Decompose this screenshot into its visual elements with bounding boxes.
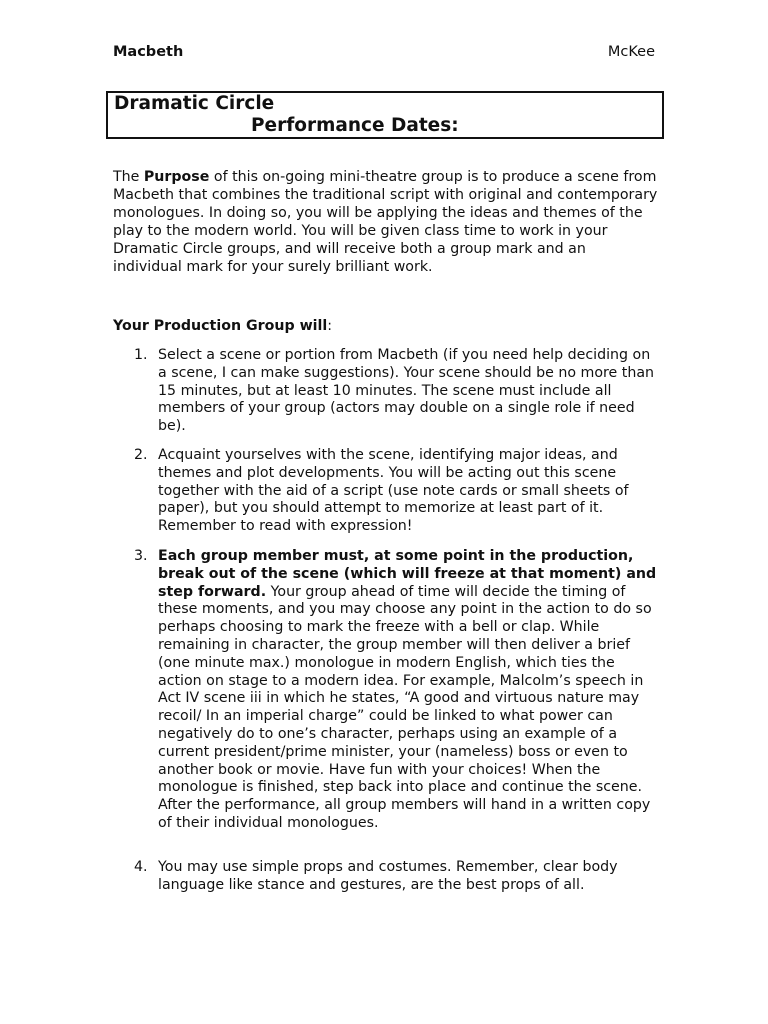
list-item-text-wrapper bbox=[158, 447, 658, 536]
purpose-keyword: Purpose bbox=[143, 169, 210, 185]
teacher-name: McKee bbox=[607, 44, 655, 60]
list-item bbox=[113, 347, 658, 436]
list-item-text-wrapper bbox=[158, 859, 658, 895]
list-item-text: Select a scene or portion from Macbeth (if you need help deciding on a scene, I can make suggestions). Your scene should be no more than 15 minutes, but at least 10 minutes. The scene must include all members of your group (actors may double on a single role if need be). bbox=[158, 347, 655, 435]
section-heading bbox=[113, 317, 332, 335]
list-item-text: You may use simple props and costumes. Remember, clear body language like stance and gestures, are the best props of all. bbox=[158, 859, 618, 893]
list-item-number: 3. bbox=[134, 548, 148, 564]
list-item bbox=[113, 447, 658, 536]
list-item bbox=[113, 548, 658, 833]
purpose-intro: The bbox=[113, 169, 144, 185]
list-item-bold: Each group member must, at some point in the production, break out of the scene (which will freeze at that moment) and step forward. bbox=[158, 548, 657, 600]
list-item-number: 2. bbox=[134, 447, 148, 463]
title-box bbox=[106, 91, 664, 139]
list-item-text-wrapper bbox=[158, 347, 658, 436]
list-item-text-wrapper bbox=[158, 548, 658, 833]
course-title: Macbeth bbox=[113, 44, 184, 60]
performance-dates-label: Performance Dates: bbox=[251, 115, 459, 136]
section-heading-bold: Your Production Group will bbox=[113, 318, 328, 334]
section-heading-suffix: : bbox=[327, 318, 333, 334]
document-title: Dramatic Circle bbox=[114, 93, 275, 114]
list-item-number: 4. bbox=[134, 859, 148, 875]
list-item-number: 1. bbox=[134, 347, 148, 363]
purpose-body: of this on-going mini-theatre group is to produce a scene from Macbeth that combines the traditional script with original and contemporary monologues. In doing so, you will be applying the ideas and themes of the play to the modern world. You will be given class time to work in your Dramatic Circle groups, and will receive both a group mark and an individual mark for your surely brilliant work. bbox=[113, 169, 658, 275]
list-item bbox=[113, 859, 658, 895]
purpose-paragraph bbox=[113, 168, 658, 276]
list-item-text: Your group ahead of time will decide the timing of these moments, and you may choose any point in the action to do so perhaps choosing to mark the freeze with a bell or clap. While remaining in character, the group member will then deliver a brief (one minute max.) monologue in modern English, which ties the action on stage to a modern idea. For example, Malcolm’s speech in Act IV scene iii in which he states, “A good and virtuous nature may recoil/ In an imperial charge” could be linked to what power can negatively do to one’s character, perhaps using an example of a current president/prime minister, your (nameless) boss or even to another book or movie. Have fun with your choices! When the monologue is finished, step back into place and continue the scene. After the performance, all group members will hand in a written copy of their individual monologues. bbox=[158, 583, 652, 831]
list-item-text: Acquaint yourselves with the scene, identifying major ideas, and themes and plot developments. You will be acting out this scene together with the aid of a script (use note cards or small sheets of paper), but you should attempt to memorize at least part of it. Remember to read with expression! bbox=[158, 447, 629, 535]
